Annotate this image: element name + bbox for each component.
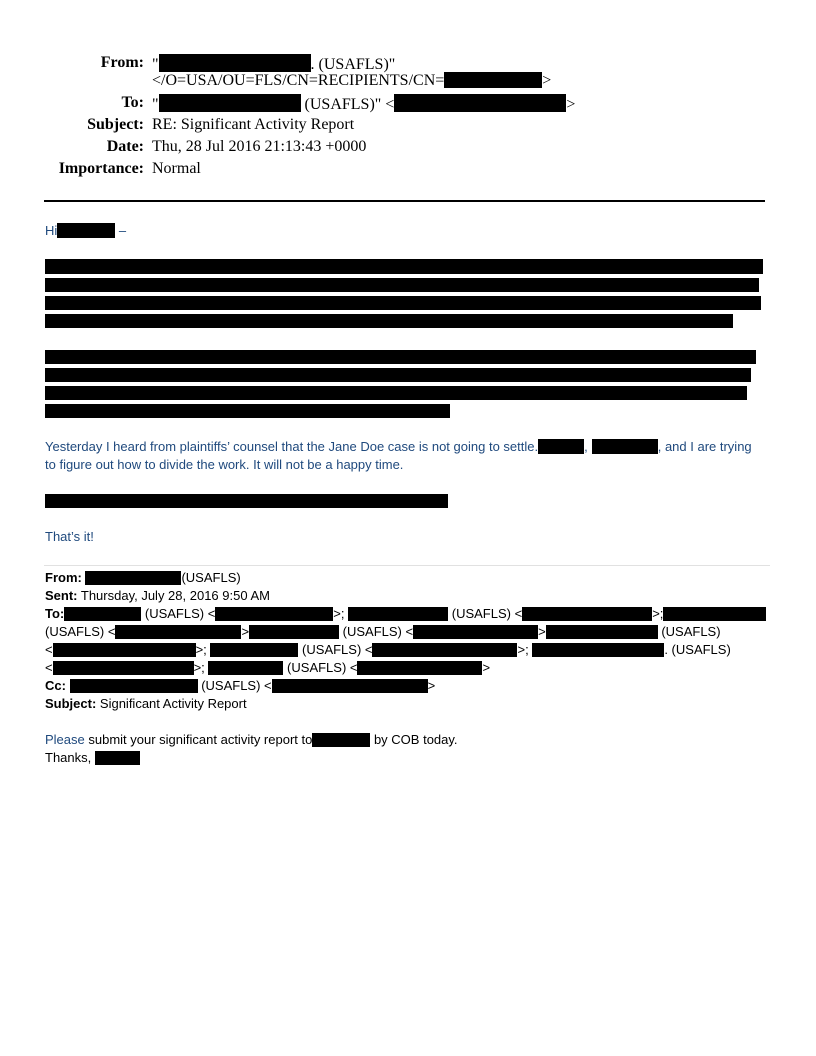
usafls-text: . (USAFLS) <box>664 642 731 657</box>
redaction-block <box>208 661 283 675</box>
redaction-block <box>522 607 652 621</box>
gt-text: > <box>482 660 491 675</box>
importance-label: Importance: <box>58 160 144 177</box>
orig-subject-label: Subject: <box>45 696 97 711</box>
date-value: Thu, 28 Jul 2016 21:13:43 +0000 <box>152 138 367 155</box>
greeting-suffix: – <box>115 223 127 238</box>
orig-body-line <box>45 732 458 747</box>
orig-from-line <box>45 570 241 585</box>
lt-text: < <box>45 642 53 657</box>
case-paragraph-line-1 <box>45 439 752 454</box>
gt-text: >; <box>195 642 207 657</box>
greeting <box>45 223 126 238</box>
case-text-b: , and I are trying <box>657 439 752 454</box>
redaction-block <box>53 643 196 657</box>
to-label: To: <box>121 94 144 111</box>
redacted-line <box>45 386 747 400</box>
lt-text: < <box>45 660 53 675</box>
orig-to-line-3 <box>45 642 731 657</box>
redacted-line <box>45 296 761 310</box>
orig-body-please: Please <box>45 732 85 747</box>
redaction-block <box>272 679 428 693</box>
importance-value: Normal <box>152 160 201 177</box>
from-quote: " <box>152 56 159 73</box>
from-x500-prefix: </O=USA/OU=FLS/CN=RECIPIENTS/CN= <box>152 72 445 89</box>
redaction-block <box>210 643 298 657</box>
redacted-line <box>45 259 763 274</box>
subject-label: Subject: <box>87 116 144 133</box>
redaction-block <box>70 679 198 693</box>
orig-body-rest-a: submit your significant activity report to <box>84 732 313 747</box>
redaction-block <box>312 733 370 747</box>
redaction-block <box>663 607 766 621</box>
orig-to-line-2 <box>45 624 721 639</box>
orig-subject-value: Significant Activity Report <box>96 696 247 711</box>
to-value <box>152 94 575 114</box>
from-name-suffix: . (USAFLS)" <box>310 56 396 73</box>
usafls-text: (USAFLS) < <box>339 624 414 639</box>
redacted-line <box>45 368 751 382</box>
gt-text: >; <box>193 660 205 675</box>
greeting-prefix: Hi <box>45 223 58 238</box>
usafls-text: (USAFLS) <box>45 624 105 639</box>
redaction-block <box>394 94 566 112</box>
case-text-comma: , <box>584 439 588 454</box>
from-x500-suffix: > <box>542 72 552 89</box>
redaction-block <box>64 607 141 621</box>
redacted-line <box>45 404 450 418</box>
lt-text: < <box>107 624 116 639</box>
usafls-text: (USAFLS) <box>661 624 721 639</box>
redaction-block <box>372 643 517 657</box>
case-text-a: Yesterday I heard from plaintiffs’ counsel that the Jane Doe case is not going to settle. <box>45 439 539 454</box>
orig-thanks: Thanks, <box>45 750 95 765</box>
redaction-block <box>115 625 241 639</box>
redaction-block <box>538 439 584 454</box>
case-paragraph-line-2: to figure out how to divide the work. It will not be a happy time. <box>45 457 404 472</box>
redaction-block <box>57 223 115 238</box>
orig-cc-line <box>45 678 435 693</box>
redaction-block <box>546 625 658 639</box>
redaction-block <box>532 643 664 657</box>
gt-text: > <box>538 624 546 639</box>
header-divider <box>44 200 765 202</box>
redaction-block <box>444 72 542 88</box>
redaction-block <box>249 625 339 639</box>
redaction-block <box>159 54 311 72</box>
redaction-block <box>592 439 658 454</box>
orig-body-rest-b: by COB today. <box>370 732 458 747</box>
usafls-text: (USAFLS) < <box>283 660 358 675</box>
gt-text: >; <box>333 606 345 621</box>
redacted-line <box>45 350 756 364</box>
redacted-line <box>45 278 759 292</box>
orig-to-label: To: <box>45 606 65 621</box>
orig-thanks-line <box>45 750 140 765</box>
orig-to-line-4 <box>45 660 490 675</box>
gt-text: >; <box>517 642 529 657</box>
usafls-text: (USAFLS) < <box>197 678 272 693</box>
from-value <box>152 54 395 74</box>
to-quote: " <box>152 96 159 113</box>
orig-sent-label: Sent: <box>45 588 78 603</box>
gt-text: > <box>241 624 250 639</box>
redaction-block <box>159 94 301 112</box>
to-name-suffix: (USAFLS)" < <box>300 96 395 113</box>
orig-subject-line <box>45 696 247 711</box>
to-addr-close: > <box>566 96 576 113</box>
closing-line: That’s it! <box>45 529 94 544</box>
redaction-block <box>215 607 333 621</box>
from-x500 <box>152 72 551 90</box>
usafls-text: (USAFLS) < <box>141 606 216 621</box>
redaction-block <box>95 751 140 765</box>
gt-text: > <box>427 678 436 693</box>
orig-to-line-1 <box>45 606 766 621</box>
subject-value: RE: Significant Activity Report <box>152 116 355 133</box>
usafls-text: (USAFLS) < <box>298 642 373 657</box>
date-label: Date: <box>106 138 144 155</box>
email-header <box>4 54 764 184</box>
redaction-block <box>53 661 194 675</box>
orig-sent-line <box>45 588 270 603</box>
gt-text: >; <box>652 606 664 621</box>
orig-sent-value: Thursday, July 28, 2016 9:50 AM <box>77 588 270 603</box>
orig-from-label: From: <box>45 570 82 585</box>
redaction-block <box>357 661 482 675</box>
redacted-line <box>45 494 448 508</box>
redaction-block <box>413 625 538 639</box>
orig-from-suffix: (USAFLS) <box>181 570 241 585</box>
quoted-divider <box>44 565 770 566</box>
orig-cc-label: Cc: <box>45 678 66 693</box>
usafls-text: (USAFLS) < <box>448 606 523 621</box>
redaction-block <box>85 571 181 585</box>
from-label: From: <box>100 54 144 71</box>
redacted-line <box>45 314 733 328</box>
redaction-block <box>348 607 448 621</box>
